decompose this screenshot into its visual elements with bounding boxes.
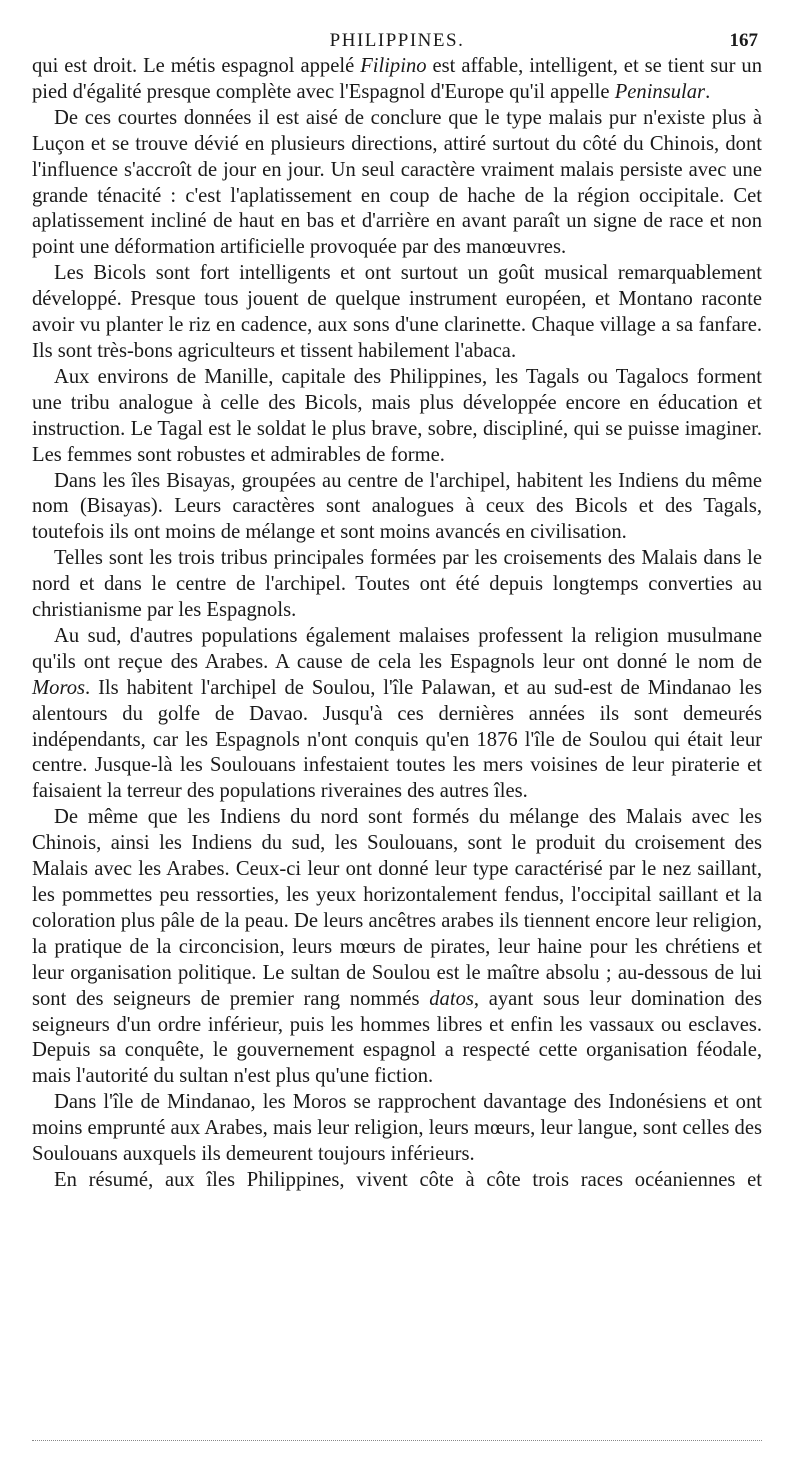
page — [32, 24, 762, 1194]
paragraph: Dans les îles Bisayas, groupées au centre de l'archipel, habitent les Indiens du même nom (Bisayas). Leurs caractères sont analogues à ceux des Bicols et des Tagals, toutefois ils ont moins de mélange et sont moins avancés en civilisation. — [32, 469, 762, 544]
paragraph: Telles sont les trois tribus principales formées par les croisements des Malais dans le nord et dans le centre de l'archipel. Toutes ont été depuis longtemps converties au christianisme par les Espagnols. — [32, 547, 762, 622]
footer-rule — [32, 1436, 762, 1441]
running-title: PHILIPPINES. — [329, 30, 465, 51]
paragraph: Dans l'île de Mindanao, les Moros se rapprochent davantage des Indonésiens et ont moins emprunté aux Arabes, mais leur religion, leurs mœurs, leur langue, sont celles des Soulouans auxquels ils demeurent toujours inférieurs. — [32, 1091, 762, 1166]
body-text — [32, 54, 762, 1194]
page-number: 167 — [729, 30, 758, 51]
paragraph: Les Bicols sont fort intelligents et ont surtout un goût musical remarquablement développé. Presque tous jouent de quelque instrument européen, et Montano raconte avoir vu planter le riz en cadence, aux sons d'une clarinette. Chaque village a sa fanfare. Ils sont très-bons agriculteurs et tissent habilement l'abaca. — [32, 262, 762, 362]
paragraph: De ces courtes données il est aisé de conclure que le type malais pur n'existe plus à Luçon et se trouve dévié en plusieurs directions, attiré surtout du côté du Chinois, dont l'influence s'accroît de jour en jour. Un seul caractère vraiment malais persiste avec une grande ténacité : c'est l'aplatissement en coup de hache de la région occipitale. Cet aplatissement incliné de haut en bas et d'arrière en avant paraît un signe de race et non point une déformation artificielle provoquée par des manœuvres. — [32, 106, 762, 259]
paragraph: Aux environs de Manille, capitale des Philippines, les Tagals ou Tagalocs forment une tribu analogue à celle des Bicols, mais plus développée encore en éducation et instruction. Le Tagal est le soldat le plus brave, sobre, discipliné, qui se puisse imaginer. Les femmes sont robustes et admirables de forme. — [32, 365, 762, 466]
paragraph: De même que les Indiens du nord sont formés du mélange des Malais avec les Chinois, ainsi les Indiens du sud, les Soulouans, sont le produit du croisement des Malais avec les Arabes. Ceux-ci leur ont donné leur type caractérisé par le nez saillant, les pommettes peu ressorties, les yeux horizontalement fendus, l'occipital saillant et la coloration plus pâle de la peau. De leurs ancêtres arabes ils tiennent encore leur religion, la pratique de la circoncision, leurs mœurs de pirates, leur haine pour les chrétiens et leur organisation politique. Le sultan de Soulou est le maître absolu ; au-dessous de lui sont des seigneurs de premier rang nommés datos, ayant sous leur domination des seigneurs d'un ordre inférieur, puis les hommes libres et enfin les vassaux ou esclaves. Depuis sa conquête, le gouvernement espagnol a respecté cette organisation féodale, mais l'autorité du sultan n'est plus qu'une fiction. — [32, 806, 762, 1088]
italic-term: Moros — [32, 676, 86, 699]
paragraph: qui est droit. Le métis espagnol appelé Filipino est affable, intelligent, et se tient sur un pied d'égalité presque complète avec l'Espagnol d'Europe qu'il appelle Peninsular. — [32, 55, 762, 103]
running-header — [32, 24, 762, 54]
paragraph: Au sud, d'autres populations également malaises professent la religion musulmane qu'ils ont reçue des Arabes. A cause de cela les Espagnols leur ont donné le nom de Moros. Ils habitent l'archipel de Soulou, l'île Palawan, et au sud-est de Mindanao les alentours du golfe de Davao. Jusqu'à ces dernières années ils sont demeurés indépendants, car les Espagnols n'ont conquis qu'en 1876 l'île de Soulou qui était leur centre. Jusque-là les Soulouans infestaient toutes les mers voisines de leur piraterie et faisaient la terreur des populations riveraines des autres îles. — [32, 624, 762, 803]
italic-term: Peninsular — [614, 80, 706, 103]
italic-term: Filipino — [360, 55, 427, 77]
italic-term: datos — [429, 987, 474, 1010]
paragraph: En résumé, aux îles Philippines, vivent côte à côte trois races océaniennes et — [54, 1168, 762, 1191]
